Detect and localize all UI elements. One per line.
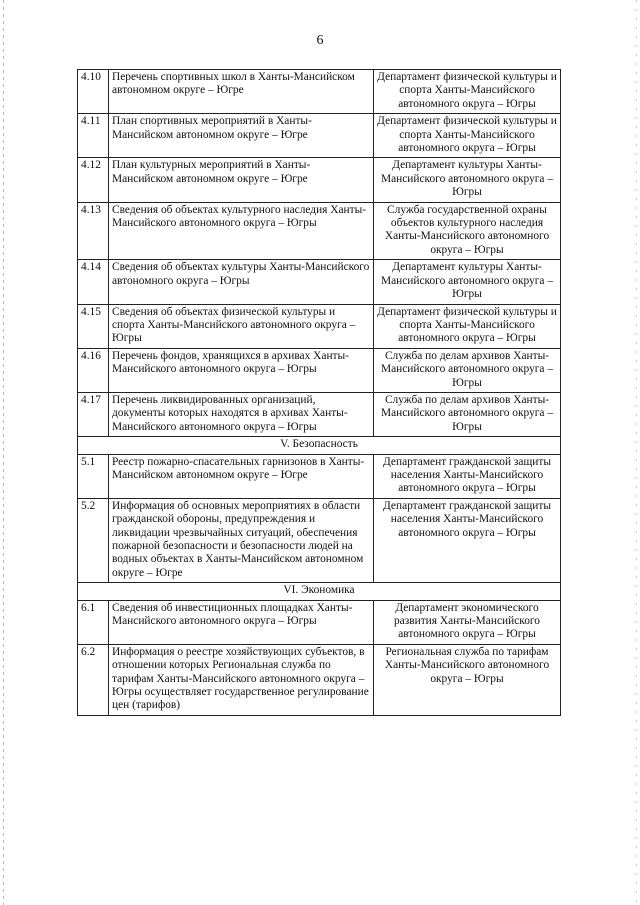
table-row bbox=[78, 114, 561, 158]
item-name: Сведения об объектах культуры Ханты-Мансийского автономного округа – Югры bbox=[109, 260, 374, 304]
item-number: 4.12 bbox=[78, 158, 109, 202]
item-name: Сведения об объектах физической культуры и спорта Ханты-Мансийского автономного округа – Югры bbox=[109, 304, 374, 348]
item-name: Информация о реестре хозяйствующих субъектов, в отношении которых Региональная служба по тарифам Ханты-Мансийского автономного округа – Югры осуществляет государственное регулирование цен (тарифов) bbox=[109, 644, 374, 715]
section-title: VI. Экономика bbox=[78, 583, 561, 600]
registry-table-body bbox=[78, 70, 561, 716]
scan-edge-right bbox=[636, 0, 637, 905]
section-title: V. Безопасность bbox=[78, 437, 561, 454]
responsible-organization: Департамент физической культуры и спорта Ханты-Мансийского автономного округа – Югры bbox=[374, 304, 561, 348]
table-row bbox=[78, 392, 561, 436]
item-number: 4.14 bbox=[78, 260, 109, 304]
responsible-organization: Служба по делам архивов Ханты-Мансийского автономного округа – Югры bbox=[374, 348, 561, 392]
table-row bbox=[78, 304, 561, 348]
responsible-organization: Департамент экономического развития Ханты-Мансийского автономного округа – Югры bbox=[374, 600, 561, 644]
responsible-organization: Региональная служба по тарифам Ханты-Мансийского автономного округа – Югры bbox=[374, 644, 561, 715]
responsible-organization: Служба государственной охраны объектов культурного наследия Ханты-Мансийского автономного округа – Югры bbox=[374, 202, 561, 260]
scan-edge-left bbox=[3, 0, 4, 905]
item-number: 4.13 bbox=[78, 202, 109, 260]
item-name: Перечень спортивных школ в Ханты-Мансийском автономном округе – Югре bbox=[109, 70, 374, 114]
item-name: План культурных мероприятий в Ханты-Мансийском автономном округе – Югре bbox=[109, 158, 374, 202]
table-row bbox=[78, 260, 561, 304]
section-header-row bbox=[78, 437, 561, 454]
item-number: 4.17 bbox=[78, 392, 109, 436]
table-row bbox=[78, 600, 561, 644]
responsible-organization: Департамент культуры Ханты-Мансийского автономного округа – Югры bbox=[374, 158, 561, 202]
responsible-organization: Департамент физической культуры и спорта Ханты-Мансийского автономного округа – Югры bbox=[374, 70, 561, 114]
item-number: 4.16 bbox=[78, 348, 109, 392]
item-number: 4.10 bbox=[78, 70, 109, 114]
item-name: План спортивных мероприятий в Ханты-Мансийском автономном округе – Югре bbox=[109, 114, 374, 158]
item-number: 6.1 bbox=[78, 600, 109, 644]
item-name: Информация об основных мероприятиях в области гражданской обороны, предупреждения и ликвидации чрезвычайных ситуаций, обеспечения пожарной безопасности и безопасности людей на водных объектах в Ханты-Мансийском автономном округе – Югре bbox=[109, 498, 374, 582]
table-row bbox=[78, 348, 561, 392]
item-name: Сведения об инвестиционных площадках Ханты-Мансийского автономного округа – Югры bbox=[109, 600, 374, 644]
section-header-row bbox=[78, 583, 561, 600]
registry-table bbox=[77, 69, 561, 716]
table-row bbox=[78, 498, 561, 582]
item-name: Перечень ликвидированных организаций, документы которых находятся в архивах Ханты-Мансийского автономного округа – Югры bbox=[109, 392, 374, 436]
item-name: Реестр пожарно-спасательных гарнизонов в Ханты-Мансийском автономном округе – Югре bbox=[109, 454, 374, 498]
responsible-organization: Служба по делам архивов Ханты-Мансийского автономного округа – Югры bbox=[374, 392, 561, 436]
item-number: 5.2 bbox=[78, 498, 109, 582]
table-row bbox=[78, 454, 561, 498]
item-name: Сведения об объектах культурного наследия Ханты-Мансийского автономного округа – Югры bbox=[109, 202, 374, 260]
item-number: 5.1 bbox=[78, 454, 109, 498]
responsible-organization: Департамент физической культуры и спорта Ханты-Мансийского автономного округа – Югры bbox=[374, 114, 561, 158]
responsible-organization: Департамент гражданской защиты населения Ханты-Мансийского автономного округа – Югры bbox=[374, 498, 561, 582]
page-number: 6 bbox=[316, 33, 324, 48]
table-row bbox=[78, 644, 561, 715]
item-number: 6.2 bbox=[78, 644, 109, 715]
table-row bbox=[78, 202, 561, 260]
item-number: 4.11 bbox=[78, 114, 109, 158]
responsible-organization: Департамент культуры Ханты-Мансийского автономного округа – Югры bbox=[374, 260, 561, 304]
table-row bbox=[78, 70, 561, 114]
responsible-organization: Департамент гражданской защиты населения Ханты-Мансийского автономного округа – Югры bbox=[374, 454, 561, 498]
item-name: Перечень фондов, хранящихся в архивах Ханты-Мансийского автономного округа – Югры bbox=[109, 348, 374, 392]
item-number: 4.15 bbox=[78, 304, 109, 348]
table-row bbox=[78, 158, 561, 202]
